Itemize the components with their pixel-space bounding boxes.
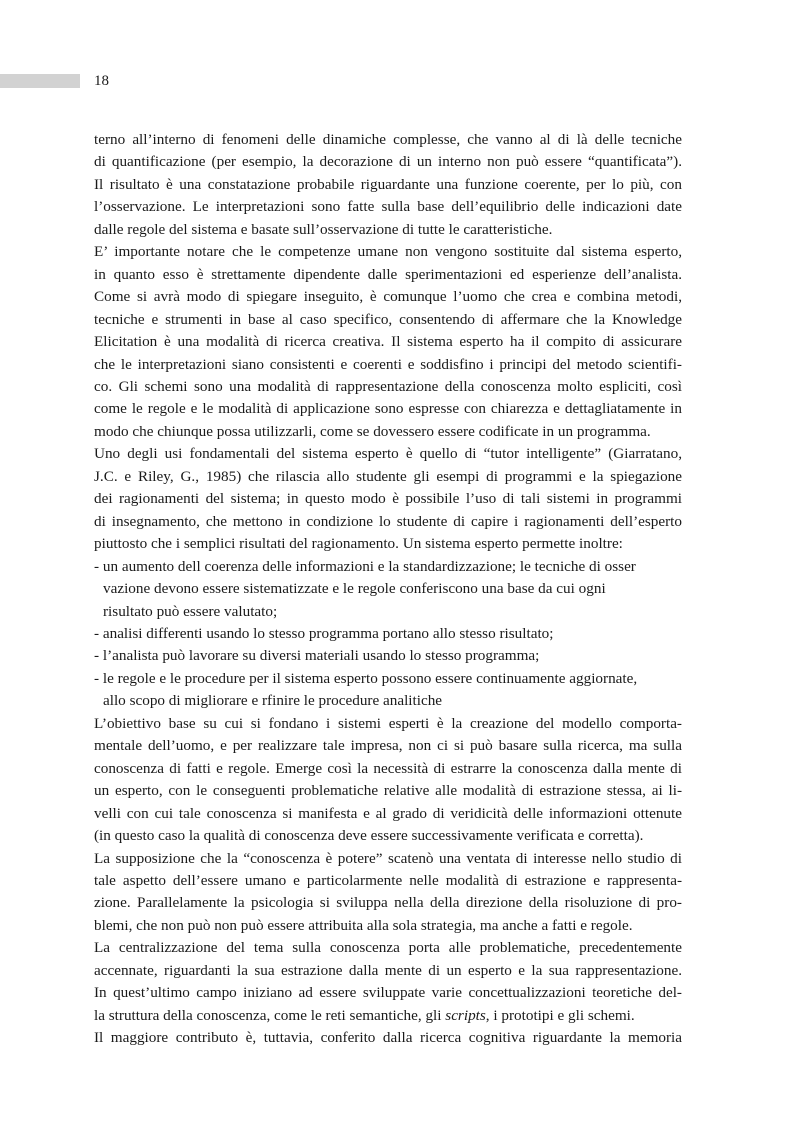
text-line: terno all’interno di fenomeni delle dinamiche complesse, che vanno al di là delle tecniche [94, 131, 682, 148]
text-line: (in questo caso la qualità di conoscenza deve essere successivamente verificata e corretta). [94, 827, 644, 845]
text-line: di quantificazione (per esempio, la decorazione di un interno non può essere “quantificata”). [94, 153, 682, 171]
text-fragment: la struttura della conoscenza, come le reti semantiche, gli [94, 1006, 446, 1024]
text-line: co. Gli schemi sono una modalità di rappresentazione della conoscenza molto espliciti, così [94, 377, 682, 395]
italic-term: scripts [445, 1006, 486, 1024]
text-line: dalle regole del sistema e basate sull’osservazione di tutte le caratteristiche. [94, 220, 553, 238]
body-text [94, 129, 682, 1050]
text-line: modo che chiunque possa utilizzarli, come se dovessero essere codificate in un programma. [94, 422, 651, 440]
text-line: conoscenza di fatti e regole. Emerge così la necessità di estrarre la conoscenza dalla mente di [94, 759, 682, 777]
text-line: Il maggiore contributo è, tuttavia, conferito dalla ricerca cognitiva riguardante la memoria [94, 1029, 682, 1047]
text-line: piuttosto che i semplici risultati del ragionamento. Un sistema esperto permette inoltre: [94, 535, 623, 553]
text-line: E’ importante notare che le competenze umane non vengono sostituite dal sistema esperto, [94, 243, 682, 261]
text-line: che le interpretazioni siano consistenti e coerenti e soddisfino i principi del metodo scientifi- [94, 355, 682, 373]
text-line: Il risultato è una constatazione probabile riguardante una funzione coerente, per lo più, con [94, 175, 682, 193]
text-line: blemi, che non può non può essere attribuita alla sola strategia, ma anche a fatti e regole. [94, 916, 633, 934]
list-item: - le regole e le procedure per il sistema esperto possono essere continuamente aggiornate, [94, 669, 638, 687]
text-line: La supposizione che la “conoscenza è potere” scatenò una ventata di interesse nello studio di [94, 849, 682, 867]
text-line: La centralizzazione del tema sulla conoscenza porta alle problematiche, precedentemente [94, 939, 682, 957]
text-fragment: , i prototipi e gli schemi. [485, 1006, 635, 1024]
page-number: 18 [94, 73, 109, 89]
text-line: l’osservazione. Le interpretazioni sono fatte sulla base dell’equilibrio delle indicazioni date [94, 198, 682, 216]
header-bar [0, 74, 80, 88]
text-line: zione. Parallelamente la psicologia si sviluppa nella della direzione della risoluzione di pro- [94, 894, 682, 912]
text-line: come le regole e le modalità di applicazione sono espresse con chiarezza e dettagliatamente in [94, 400, 682, 418]
text-line: di insegnamento, che mettono in condizione lo studente di capire i ragionamenti dell’esperto [94, 512, 682, 530]
text-line: un esperto, con le conseguenti problematiche relative alle modalità di estrazione stessa, ai li- [94, 782, 682, 800]
text-line: Come si avrà modo di spiegare inseguito, è comunque l’uomo che crea e combina metodi, [94, 288, 682, 306]
text-line: tale aspetto dell’essere umano e particolarmente nelle modalità di estrazione e rappresenta- [94, 871, 682, 889]
text-line: accennate, riguardanti la sua estrazione dalla mente di un esperto e la sua rappresentazione. [94, 961, 682, 979]
text-line: J.C. e Riley, G., 1985) che rilascia allo studente gli esempi di programmi e la spiegazione [94, 467, 682, 485]
text-line: tecniche e strumenti in base al caso specifico, consentendo di affermare che la Knowledge [94, 310, 682, 328]
list-item-continuation: allo scopo di migliorare e rfinire le procedure analitiche [103, 692, 443, 710]
text-line: L’obiettivo base su cui si fondano i sistemi esperti è la creazione del modello comporta- [94, 714, 682, 732]
list-item-continuation: vazione devono essere sistematizzate e le regole conferiscono una base da cui ogni [103, 580, 606, 598]
text-line: in quanto esso è strettamente dipendente dalle sperimentazioni ed esperienze dell’analista. [94, 265, 682, 283]
text-line: Elicitation è una modalità di ricerca creativa. Il sistema esperto ha il compito di assicurare [94, 333, 682, 351]
list-item-continuation: risultato può essere valutato; [103, 602, 278, 620]
text-line: dei ragionamenti del sistema; in questo modo è possibile l’uso di tali sistemi in programmi [94, 490, 682, 508]
text-line [94, 1005, 682, 1027]
list-item: - un aumento dell coerenza delle informazioni e la standardizzazione; le tecniche di osser [94, 557, 636, 575]
text-line: mentale dell’uomo, e per realizzare tale impresa, non ci si può basare sulla ricerca, ma sulla [94, 737, 682, 755]
text-line: velli con cui tale conoscenza si manifesta e al grado di veridicità delle informazioni ottenute [94, 804, 682, 822]
list-item: - l’analista può lavorare su diversi materiali usando lo stesso programma; [94, 647, 540, 665]
text-line: In quest’ultimo campo iniziano ad essere sviluppate varie concettualizzazioni teoretiche del- [94, 984, 682, 1002]
text-line: Uno degli usi fondamentali del sistema esperto è quello di “tutor intelligente” (Giarratano, [94, 445, 682, 463]
list-item: - analisi differenti usando lo stesso programma portano allo stesso risultato; [94, 624, 554, 642]
